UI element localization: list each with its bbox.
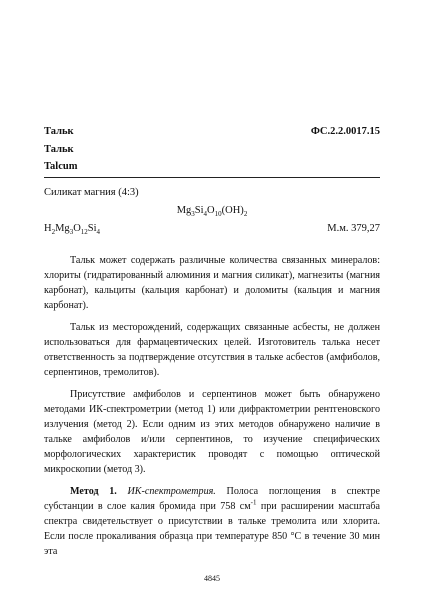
- structural-formula: $Mg_3Si_4O_{10}(OH)_2$: [176, 205, 248, 219]
- formula-row: [44, 222, 380, 235]
- method-name: ИК-спектрометрия.: [127, 486, 216, 497]
- brutto-formula: $H_2Mg_3O_{12}Si_4$: [44, 223, 101, 237]
- method-label: Метод 1.: [70, 486, 117, 497]
- doc-code: ФС.2.2.0017.15: [310, 126, 380, 137]
- paragraph-3: Присутствие амфиболов и серпентинов может быть обнаружено методами ИК-спектрометрии (метод 1) или дифрактометрии рентгеновского излучения (метод 2). Если одним из этих методов обнаружено наличие в тальке амфиболов и/или серпентинов, то изучение специфических морфологических характеристик проводят с помощью оптической микроскопии (метод 3).: [44, 389, 380, 475]
- subtitle-ru: Тальк: [44, 144, 74, 155]
- paragraph-4: Метод 1. ИК-спектрометрия. Полоса поглощения в спектре субстанции в слое калия бромида при 758 $см^{-1}$ при расширении масштаба спектра свидетельствует о присутствии в тальке тремолита или хлорита. Если после прокаливания образца при температуре 850 °С в течение 30 мин эта: [44, 486, 381, 557]
- title-ru: Тальк: [44, 126, 74, 137]
- body-text: [44, 253, 380, 566]
- title-latin: Talcum: [44, 161, 78, 172]
- paragraph-2: Тальк из месторождений, содержащих связанные асбесты, не должен использоваться для фармацевтических целей. Изготовитель талька несет ответственность за подтверждение отсутствия в тальке асбестов (амфиболов, серпентинов, тремолитов).: [44, 322, 380, 378]
- compound-name: Силикат магния (4:3): [44, 187, 139, 198]
- header-rule: [44, 177, 380, 178]
- page-number: 4845: [204, 574, 220, 583]
- molecular-weight: М.м. 379,27: [327, 223, 380, 234]
- header-row-1: [44, 125, 380, 138]
- paragraph-1: Тальк может содержать различные количества связанных минералов: хлориты (гидратированный алюминия и магния силикат), магнезиты (магния карбонат), кальциты (кальция карбонат) и доломиты (кальция и магния карбонат).: [44, 255, 380, 311]
